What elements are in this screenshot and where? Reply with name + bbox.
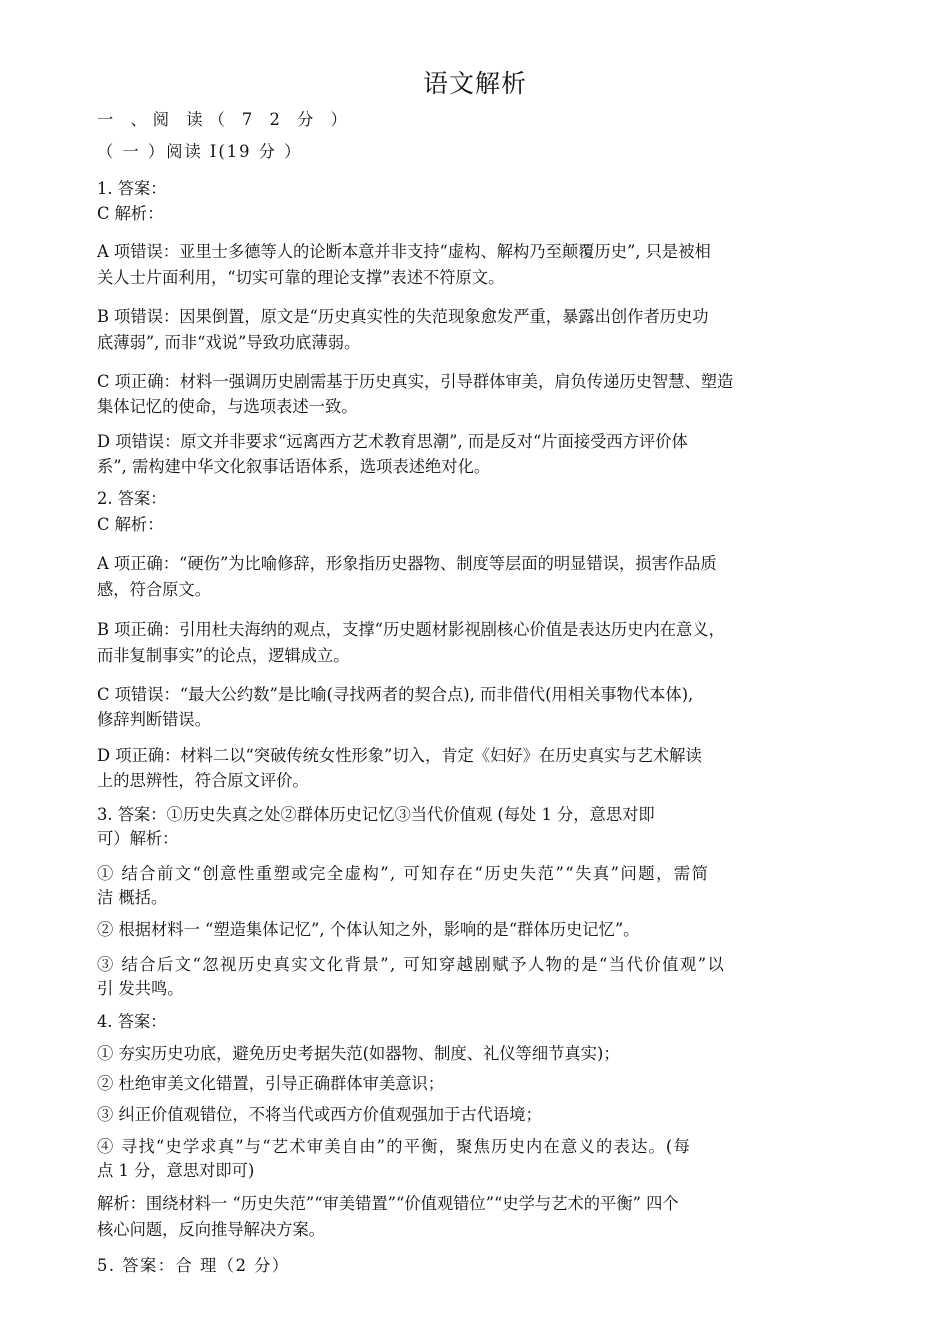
q3-answer-line1: 3. 答案：①历史失真之处②群体历史记忆③当代价值观 (每处 1 分，意思对即 [97, 805, 655, 824]
q3-point1-line1: ① 结合前文“创意性重塑或完全虚构”, 可知存在“历史失范”“失真”问题，需简 [97, 864, 710, 883]
q2-option-d-line1: D 项正确：材料二以“突破传统女性形象”切入，肯定《妇好》在历史真实与艺术解读 [97, 746, 702, 765]
q4-point1: ① 夯实历史功底，避免历史考据失范(如器物、制度、礼仪等细节真实)； [97, 1044, 620, 1063]
q1-option-c-line2: 集体记忆的使命，与选项表述一致。 [97, 397, 358, 416]
page-title: 语文解析 [422, 69, 527, 98]
section-heading: 一 、阅 读（ 7 2 分 ） [97, 110, 353, 129]
q4-point4-line2: 点 1 分，意思对即可) [97, 1161, 255, 1180]
q4-answer: 4. 答案： [97, 1012, 167, 1031]
q4-point4-line1: ④ 寻找“史学求真”与“艺术审美自由”的平衡，聚焦历史内在意义的表达。(每 [97, 1137, 691, 1156]
q4-analysis-line1: 解析：围绕材料一 “历史失范”“审美错置”“价值观错位”“史学与艺术的平衡” 四个 [97, 1194, 679, 1213]
q4-point2: ② 杜绝审美文化错置，引导正确群体审美意识； [97, 1074, 445, 1093]
q2-analysis: C 解析： [97, 515, 164, 534]
q1-option-c-line1: C 项正确：材料一强调历史剧需基于历史真实，引导群体审美，肩负传递历史智慧、塑造 [97, 372, 734, 391]
q2-answer: 2. 答案： [97, 489, 167, 508]
q3-point1-line2: 洁 概括。 [97, 888, 168, 907]
q3-answer-line2: 可）解析： [97, 829, 179, 848]
q1-option-a-line2: 关人士片面利用，“切实可靠的理论支撑”表述不符原文。 [97, 268, 505, 287]
q1-option-b-line2: 底薄弱”, 而非“戏说”导致功底薄弱。 [97, 333, 361, 352]
q2-option-c-line1: C 项错误：“最大公约数”是比喻(寻找两者的契合点), 而非借代(用相关事物代本体), [97, 685, 694, 704]
q1-option-b-line1: B 项错误：因果倒置，原文是“历史真实性的失范现象愈发严重，暴露出创作者历史功 [97, 307, 709, 326]
q2-option-b-line1: B 项正确：引用杜夫海纳的观点，支撑“历史题材影视剧核心价值是表达历史内在意义， [97, 620, 725, 639]
q1-option-d-line1: D 项错误：原文并非要求“远离西方艺术教育思潮”, 而是反对“片面接受西方评价体 [97, 432, 688, 451]
q1-analysis: C 解析： [97, 204, 164, 223]
q1-option-d-line2: 系”, 需构建中华文化叙事话语体系，选项表述绝对化。 [97, 457, 491, 476]
q1-option-a-line1: A 项错误：亚里士多德等人的论断本意并非支持“虚构、解构乃至颠覆历史”, 只是被相 [97, 242, 711, 261]
q2-option-a-line1: A 项正确：“硬伤”为比喻修辞，形象指历史器物、制度等层面的明显错误，损害作品质 [97, 554, 717, 573]
q4-analysis-line2: 核心问题，反向推导解决方案。 [97, 1220, 325, 1239]
q2-option-a-line2: 感，符合原文。 [97, 580, 211, 599]
q3-point2: ② 根据材料一 “塑造集体记忆”, 个体认知之外，影响的是“群体历史记忆”。 [97, 920, 640, 939]
q3-point3-line1: ③ 结合后文“忽视历史真实文化背景”, 可知穿越剧赋予人物的是“当代价值观”以 [97, 955, 726, 974]
q2-option-c-line2: 修辞判断错误。 [97, 710, 211, 729]
q2-option-d-line2: 上的思辨性，符合原文评价。 [97, 771, 309, 790]
q4-point3: ③ 纠正价值观错位，不将当代或西方价值观强加于古代语境； [97, 1105, 542, 1124]
q2-option-b-line2: 而非复制事实”的论点，逻辑成立。 [97, 646, 350, 665]
q1-answer: 1. 答案： [97, 179, 167, 198]
q3-point3-line2: 引 发共鸣。 [97, 979, 184, 998]
subsection-heading: （ 一 ）阅读 I(19 分 ） [97, 142, 303, 161]
q5-answer: 5. 答案：合 理（2 分） [97, 1256, 290, 1275]
